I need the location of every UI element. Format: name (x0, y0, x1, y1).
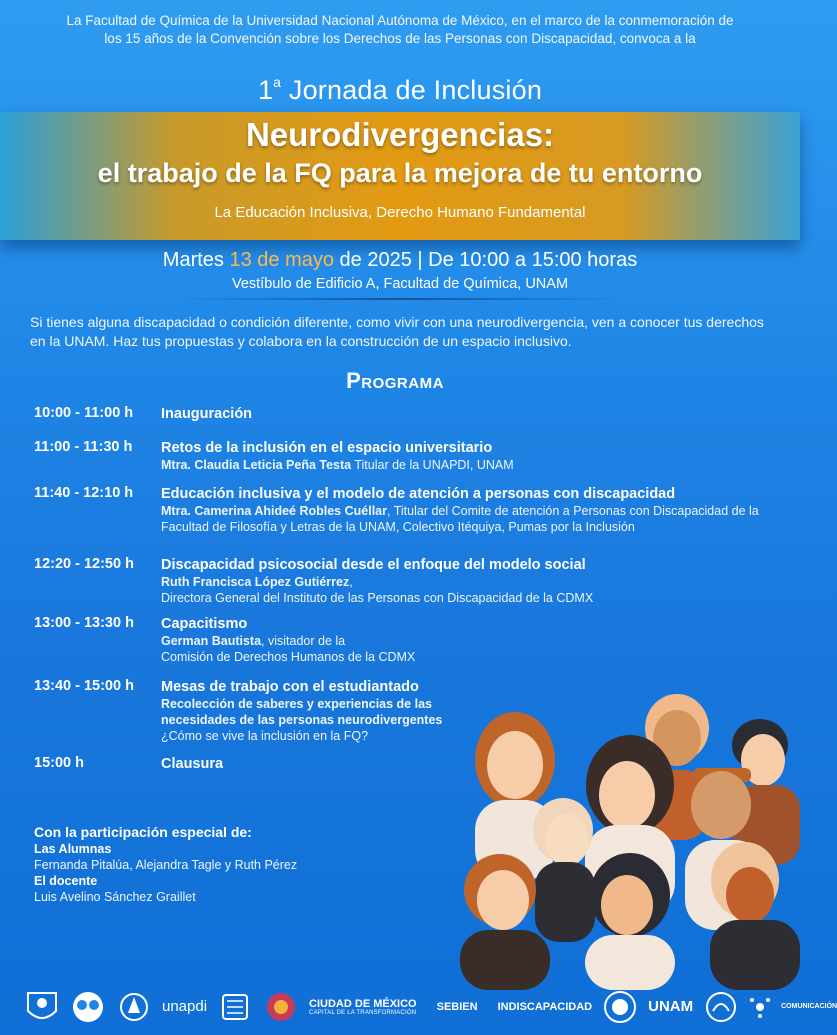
program-speaker: Ruth Francisca López Gutiérrez (161, 575, 350, 589)
special-heading: Con la participación especial de: (34, 824, 252, 840)
cdmx-name: CIUDAD DE MÉXICO (309, 997, 417, 1010)
program-time: 11:40 - 12:10 h (34, 485, 134, 501)
event-tagline: La Educación Inclusiva, Derecho Humano Fundamental (214, 204, 586, 221)
person-figure (475, 712, 555, 880)
program-role: Titular de la UNAPDI, UNAM (351, 458, 514, 472)
divider (180, 298, 620, 300)
program-title: Educación inclusiva y el modelo de atención a personas con discapacidad (161, 486, 676, 502)
program-role: , visitador de la (261, 634, 346, 648)
program-title: Retos de la inclusión en el espacio universitario (161, 440, 493, 456)
program-speaker: Mtra. Claudia Leticia Peña Testa (161, 458, 352, 472)
jornada-ordinal: a (273, 74, 282, 90)
date-separator: | (417, 249, 423, 271)
communication-network-icon (749, 996, 771, 1018)
special-group-names: Luis Avelino Sánchez Graillet (34, 890, 196, 904)
program-title: Discapacidad psicosocial desde el enfoque del modelo social (161, 557, 586, 573)
special-group-names: Fernanda Pitalúa, Alejandra Tagle y Ruth Pérez (34, 858, 298, 872)
intro-text: La Facultad de Química de la Universidad Nacional Autónoma de México, en el marco de la conmemoración de los 15 años de la Convención sobre los Derechos de las Personas con Discapacidad, convoca a la (66, 13, 734, 46)
program-role-line: Directora General del Instituto de las Personas con Discapacidad de la CDMX (161, 591, 594, 605)
date-year: de 2025 (339, 249, 412, 271)
program-time: 15:00 h (34, 755, 84, 771)
unam-wordmark: UNAM (648, 998, 694, 1015)
program-time: 11:00 - 11:30 h (34, 439, 133, 455)
sebien-logo: SEBIEN (436, 1000, 478, 1013)
logo-strip (0, 978, 837, 1035)
date-day-month: 13 de mayo (229, 249, 334, 271)
program-role: , (349, 575, 353, 589)
venue: Vestíbulo de Edificio A, Facultad de Química, UNAM (231, 276, 569, 292)
program-title: Capacitismo (161, 616, 248, 632)
program-heading: Programa (346, 368, 444, 393)
person-figure (585, 853, 675, 990)
special-participation (34, 823, 454, 905)
program-time: 10:00 - 11:00 h (34, 405, 134, 421)
jornada-number: 1 (257, 75, 274, 105)
cdmx-emblem-icon (263, 989, 299, 1025)
special-group-label: Las Alumnas (34, 842, 112, 856)
seal-icon (602, 989, 638, 1025)
program-title: Mesas de trabajo con el estudiantado (161, 679, 419, 695)
program-detail-bold: Recolección de saberes y experiencias de las necesidades de las personas neurodivergentes (161, 697, 443, 727)
medal-icon (116, 989, 152, 1025)
cdmx-logo (309, 998, 417, 1016)
fq-shield-icon (217, 989, 253, 1025)
program-speaker: German Bautista (161, 634, 262, 648)
comunicacion-logo: COMUNICACIÓN (781, 1003, 837, 1010)
program-time: 13:40 - 15:00 h (34, 678, 134, 694)
program-time: 13:00 - 13:30 h (34, 615, 134, 631)
event-title: Neurodivergencias: (245, 116, 555, 153)
program-role-line: Comisión de Derechos Humanos de la CDMX (161, 650, 416, 664)
jornada-heading (0, 74, 800, 106)
owl-logo-icon (70, 989, 106, 1025)
indiscapacidad-logo: INDISCAPACIDAD (497, 1000, 593, 1013)
unam-shield-icon (24, 989, 60, 1025)
program-speaker: Mtra. Camerina Ahideé Robles Cuéllar (161, 504, 387, 518)
date-weekday: Martes (162, 249, 224, 271)
event-subtitle: el trabajo de la FQ para la mejora de tu entorno (97, 158, 703, 188)
people-illustration (455, 690, 800, 980)
title-banner (0, 112, 800, 240)
jornada-name: Jornada de Inclusión (288, 75, 543, 105)
date-line (0, 249, 800, 272)
program-role: , Titular del Comite de atención a Personas con Discapacidad de la Facultad de Filosofía y Letras de la UNAM, Colectivo Itéquiya, Pumas por la Inclusión (161, 504, 759, 534)
program-title: Inauguración (161, 406, 253, 422)
invitation-text: Si tienes alguna discapacidad o condición diferente, como vivir con una neurodivergencia, ven a conocer tus derechos en la UNAM. Haz tus propuestas y colabora en la construcción de un espacio inclusivo. (30, 314, 764, 349)
date-hours: De 10:00 a 15:00 horas (428, 249, 638, 271)
program-question: ¿Cómo se vive la inclusión en la FQ? (161, 729, 369, 743)
person-figure (533, 798, 595, 942)
program-time: 12:20 - 12:50 h (34, 556, 134, 572)
unapdi-logo: unapdi (162, 998, 208, 1015)
cdmx-tagline: CAPITAL DE LA TRANSFORMACIÓN (309, 1009, 417, 1016)
special-group-label: El docente (34, 874, 98, 888)
hands-logo-icon (703, 989, 739, 1025)
program-title: Clausura (161, 756, 224, 772)
